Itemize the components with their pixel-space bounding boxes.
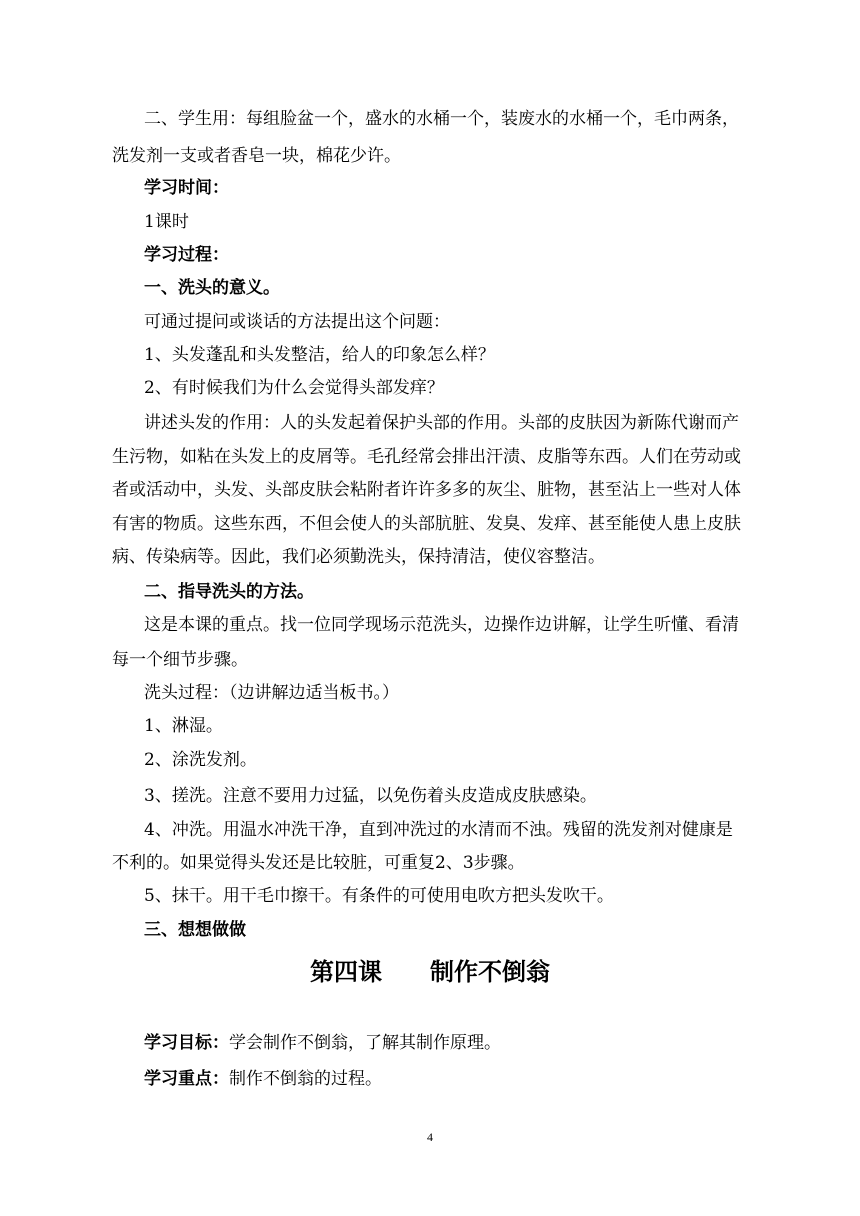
paragraph-line: 讲述头发的作用：人的头发起着保护头部的作用。头部的皮肤因为新陈代谢而产	[144, 413, 739, 433]
lesson-title: 第四课 制作不倒翁	[310, 958, 550, 986]
goal-label: 学习目标：	[144, 1033, 229, 1053]
focus-line	[144, 1069, 382, 1089]
list-item: 2、涂洗发剂。	[144, 750, 257, 770]
list-item: 3、搓洗。注意不要用力过猛，以免伤着头皮造成皮肤感染。	[144, 786, 597, 806]
section-heading: 一、洗头的意义。	[144, 278, 280, 298]
focus-label: 学习重点：	[144, 1069, 229, 1089]
goal-text: 学会制作不倒翁，了解其制作原理。	[229, 1033, 501, 1053]
list-item: 1、头发蓬乱和头发整洁，给人的印象怎么样？	[144, 345, 495, 365]
section-label: 学习过程：	[144, 245, 229, 265]
list-item: 1、淋湿。	[144, 716, 223, 736]
paragraph-line: 洗发剂一支或者香皂一块，棉花少许。	[112, 146, 401, 166]
paragraph-line: 病、传染病等。因此，我们必须勤洗头，保持清洁，使仪容整洁。	[112, 547, 605, 567]
section-heading: 二、指导洗头的方法。	[144, 582, 314, 602]
page-number: 4	[427, 1130, 433, 1144]
paragraph-line: 这是本课的重点。找一位同学现场示范洗头，边操作边讲解，让学生听懂、看清	[144, 615, 739, 635]
paragraph-line: 洗头过程：（边讲解边适当板书。）	[144, 683, 399, 703]
paragraph-line: 二、学生用：每组脸盆一个，盛水的水桶一个，装废水的水桶一个，毛巾两条，	[144, 109, 739, 129]
paragraph-line: 每一个细节步骤。	[112, 650, 248, 670]
section-heading: 三、想想做做	[144, 920, 246, 940]
paragraph-line: 1课时	[144, 212, 189, 232]
paragraph-line: 不利的。如果觉得头发还是比较脏，可重复2、3步骤。	[112, 853, 525, 873]
list-item: 4、冲洗。用温水冲洗干净，直到冲洗过的水清而不浊。残留的洗发剂对健康是	[144, 820, 733, 840]
paragraph-line: 可通过提问或谈话的方法提出这个问题：	[144, 312, 450, 332]
focus-text: 制作不倒翁的过程。	[229, 1069, 382, 1089]
list-item: 2、有时候我们为什么会觉得头部发痒？	[144, 378, 444, 398]
paragraph-line: 者或活动中，头发、头部皮肤会粘附者许许多多的灰尘、脏物，甚至沾上一些对人体	[112, 480, 741, 500]
paragraph-line: 有害的物质。这些东西，不但会使人的头部肮脏、发臭、发痒、甚至能使人患上皮肤	[112, 514, 741, 534]
paragraph-line: 生污物，如粘在头发上的皮屑等。毛孔经常会排出汗渍、皮脂等东西。人们在劳动或	[112, 447, 741, 467]
section-label: 学习时间：	[144, 178, 229, 198]
list-item: 5、抹干。用干毛巾擦干。有条件的可使用电吹方把头发吹干。	[144, 886, 614, 906]
goal-line	[144, 1033, 501, 1053]
